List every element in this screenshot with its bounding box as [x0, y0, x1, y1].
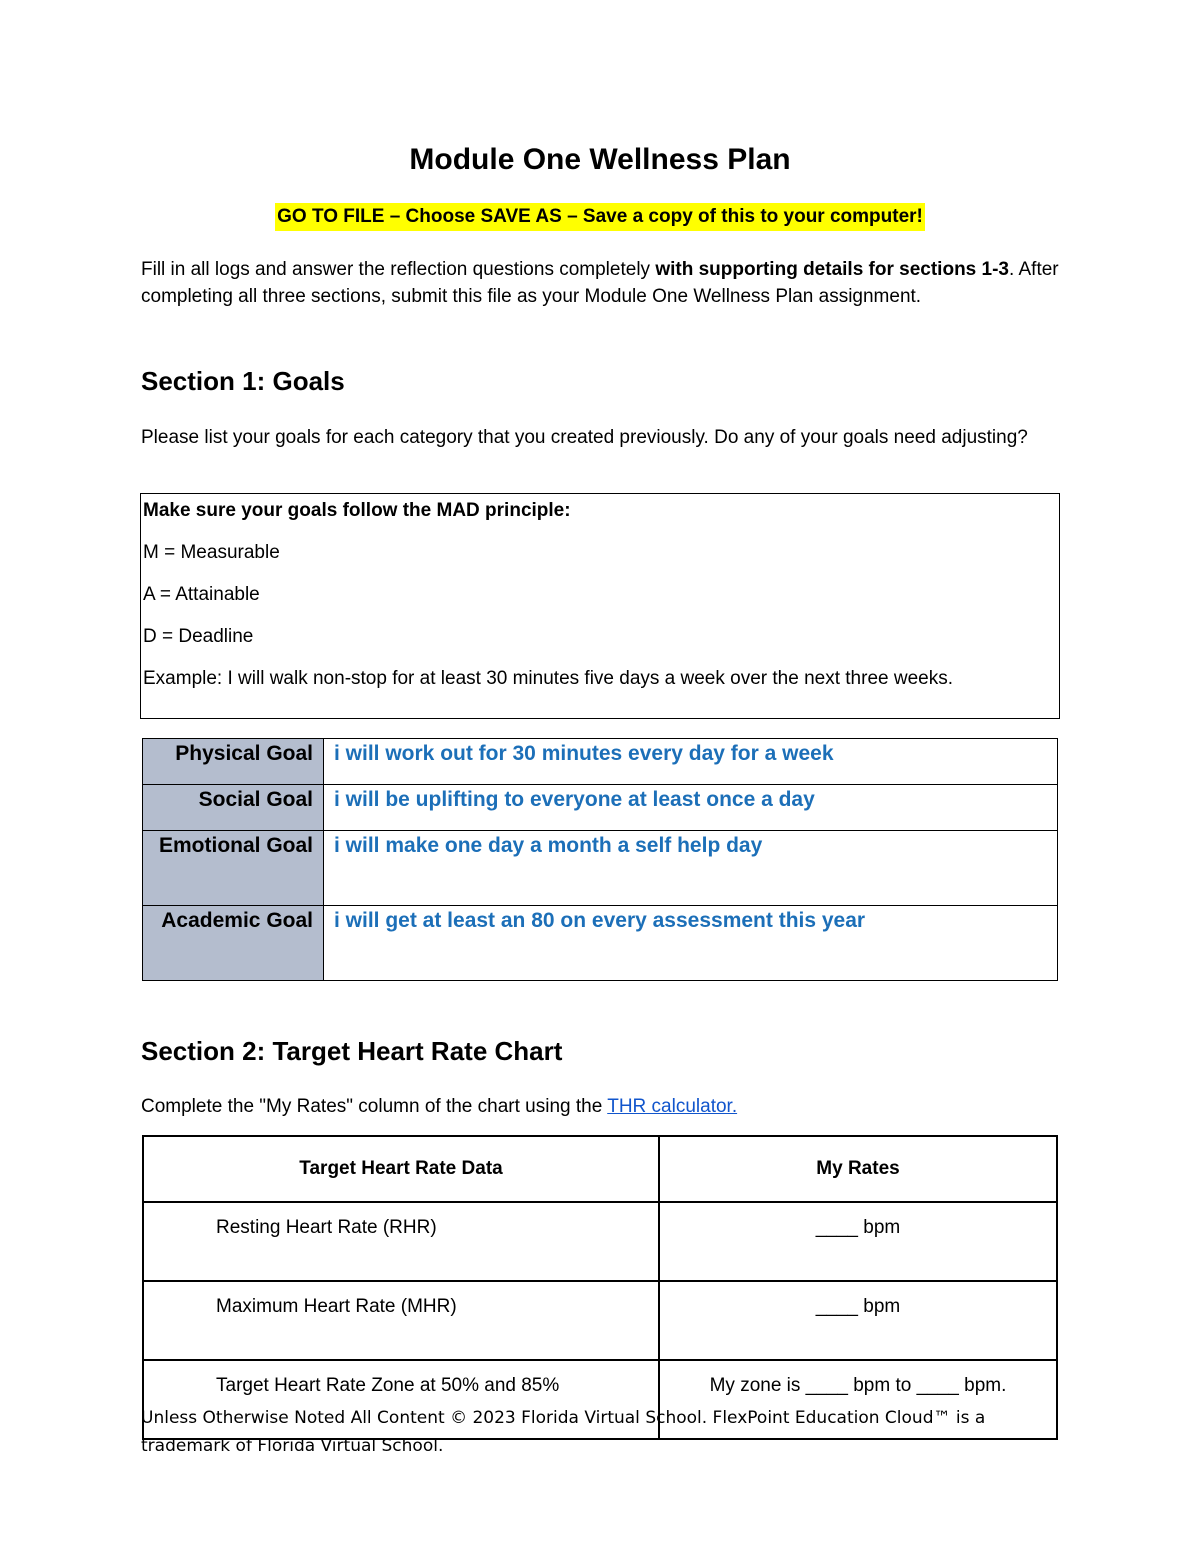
table-row — [143, 1281, 1057, 1360]
goal-row-emotional — [143, 831, 1058, 906]
goal-row-social — [143, 785, 1058, 831]
heart-rate-data-cell: Resting Heart Rate (RHR) — [143, 1202, 659, 1281]
goals-table — [142, 738, 1058, 981]
heart-rate-data-cell: Maximum Heart Rate (MHR) — [143, 1281, 659, 1360]
goal-value[interactable]: i will work out for 30 minutes every day for a week — [324, 739, 1058, 785]
mad-heading: Make sure your goals follow the MAD principle: — [143, 500, 571, 521]
header-target-heart-rate-data: Target Heart Rate Data — [143, 1136, 659, 1202]
mad-example: Example: I will walk non-stop for at least 30 minutes five days a week over the next three weeks. — [143, 668, 953, 689]
thr-calculator-link[interactable]: THR calculator. — [607, 1096, 738, 1117]
section1-heading: Section 1: Goals — [141, 366, 345, 396]
copyright-footer: Unless Otherwise Noted All Content © 2023 Florida Virtual School. FlexPoint Education Cloud™ is a trademark of Florida Virtual School. — [141, 1408, 986, 1456]
section1-prompt: Please list your goals for each category that you created previously. Do any of your goals need adjusting? — [141, 427, 1028, 448]
goal-row-academic — [143, 906, 1058, 981]
my-rate-cell[interactable]: My zone is ____ bpm to ____ bpm. — [659, 1360, 1057, 1439]
my-rate-cell[interactable]: ____ bpm — [659, 1202, 1057, 1281]
heart-rate-header-row — [143, 1136, 1057, 1202]
table-row — [143, 1202, 1057, 1281]
mad-principle-box — [140, 493, 1060, 719]
save-instruction-banner: GO TO FILE – Choose SAVE AS – Save a copy of this to your computer! — [275, 203, 925, 231]
header-my-rates: My Rates — [659, 1136, 1057, 1202]
goal-label: Physical Goal — [143, 739, 324, 785]
goal-row-physical — [143, 739, 1058, 785]
heart-rate-table — [142, 1135, 1058, 1440]
goal-value[interactable]: i will get at least an 80 on every assessment this year — [324, 906, 1058, 981]
goal-value[interactable]: i will be uplifting to everyone at least once a day — [324, 785, 1058, 831]
section2-prompt-text: Complete the "My Rates" column of the chart using the — [141, 1096, 608, 1117]
document-title: Module One Wellness Plan — [409, 143, 791, 176]
goal-label: Academic Goal — [143, 906, 324, 981]
goal-label: Emotional Goal — [143, 831, 324, 906]
section2-prompt — [141, 1094, 1061, 1120]
mad-measurable: M = Measurable — [143, 542, 280, 563]
goal-value[interactable]: i will make one day a month a self help day — [324, 831, 1058, 906]
heart-rate-data-cell: Target Heart Rate Zone at 50% and 85% — [143, 1360, 659, 1439]
intro-text-2: . After completing all three sections, submit this file as your Module One Wellness Plan assignment. — [141, 259, 1059, 307]
intro-paragraph — [141, 256, 1061, 310]
mad-deadline: D = Deadline — [143, 626, 254, 647]
mad-attainable: A = Attainable — [143, 584, 260, 605]
section2-heading: Section 2: Target Heart Rate Chart — [141, 1036, 563, 1066]
intro-text-1: Fill in all logs and answer the reflection questions completely — [141, 259, 656, 280]
banner-wrapper — [0, 203, 1200, 231]
my-rate-cell[interactable]: ____ bpm — [659, 1281, 1057, 1360]
intro-bold-text: with supporting details for sections 1-3 — [655, 259, 1009, 280]
goal-label: Social Goal — [143, 785, 324, 831]
